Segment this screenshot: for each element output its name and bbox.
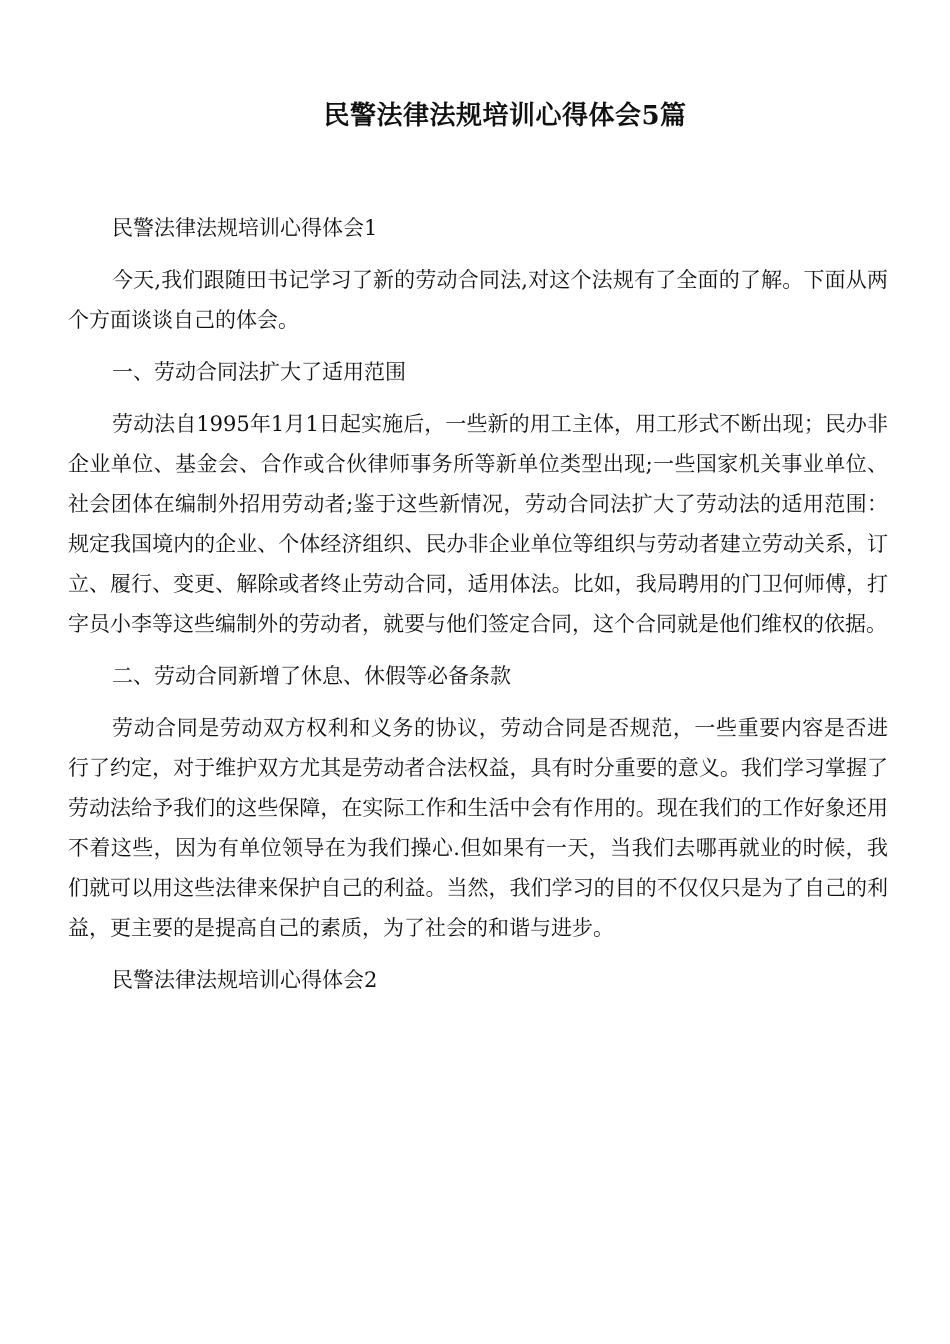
section-heading-1: 民警法律法规培训心得体会1 xyxy=(112,216,378,240)
document-title: 民警法律法规培训心得体会5篇 xyxy=(323,101,687,131)
subheading-rest-leave: 二、劳动合同新增了休息、休假等必备条款 xyxy=(112,664,511,688)
paragraph-intro: 今天,我们跟随田书记学习了新的劳动合同法,对这个法规有了全面的了解。下面从两个方面谈谈自己的体会。 xyxy=(68,268,888,332)
paragraph-scope: 劳动法自1995年1月1日起实施后，一些新的用工主体，用工形式不断出现；民办非企业单位、基金会、合作或合伙律师事务所等新单位类型出现;一些国家机关事业单位、社会团体在编制外招用劳动者;鉴于这些新情况，劳动合同法扩大了劳动法的适用范围：规定我国境内的企业、个体经济组织、民办非企业单位等组织与劳动者建立劳动关系，订立、履行、变更、解除或者终止劳动合同，适用体法。比如，我局聘用的门卫何师傅，打字员小李等这些编制外的劳动者，就要与他们签定合同，这个合同就是他们维权的依据。 xyxy=(68,412,888,636)
document-body xyxy=(68,208,888,1012)
subheading-scope: 一、劳动合同法扩大了适用范围 xyxy=(112,360,406,384)
paragraph-rest-leave: 劳动合同是劳动双方权利和义务的协议，劳动合同是否规范，一些重要内容是否进行了约定，对于维护双方尤其是劳动者合法权益，具有时分重要的意义。我们学习掌握了劳动法给予我们的这些保障，在实际工作和生活中会有作用的。现在我们的工作好象还用不着这些，因为有单位领导在为我们操心.但如果有一天，当我们去哪再就业的时候，我们就可以用这些法律来保护自己的利益。当然，我们学习的目的不仅仅只是为了自己的利益，更主要的是提高自己的素质，为了社会的和谐与进步。 xyxy=(68,716,888,940)
section-heading-2: 民警法律法规培训心得体会2 xyxy=(112,968,378,992)
